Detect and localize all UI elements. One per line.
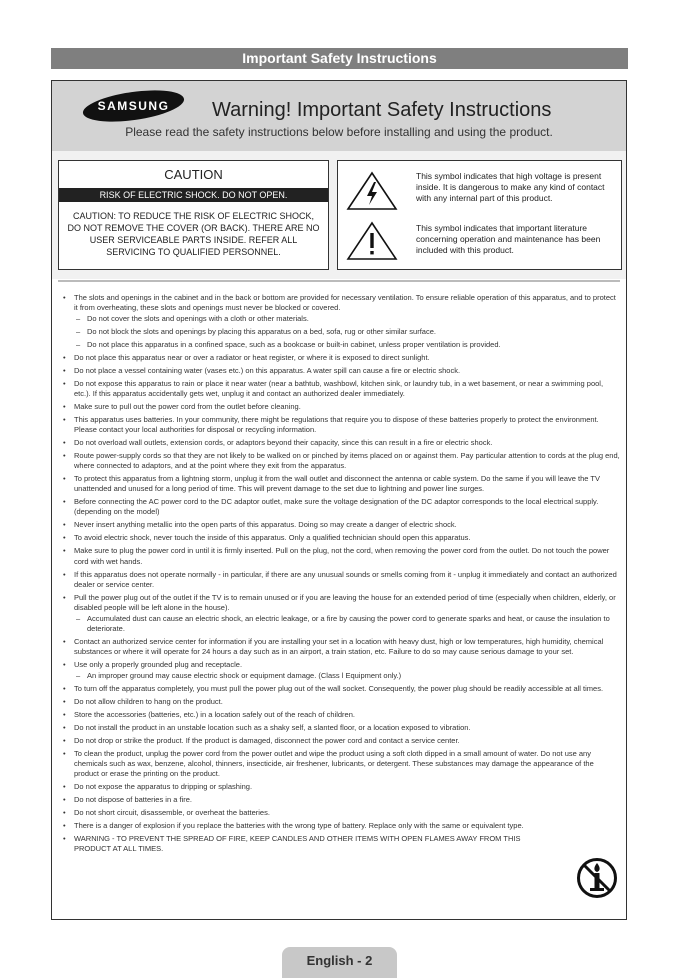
safety-bullet-text: Do not place this apparatus near or over a radiator or heat register, or where it is exposed to direct sunlight.	[74, 353, 430, 363]
safety-bullet	[62, 353, 620, 363]
safety-bullet-text: Use only a properly grounded plug and receptacle.	[74, 659, 243, 669]
safety-bullet-text: To turn off the apparatus completely, you must pull the power plug out of the wall socket. Consequently, the power plug should be readily accessible at all times.	[74, 684, 604, 694]
safety-sub-item: – An improper ground may cause electric shock or equipment damage. (Class l Equipment only.)	[74, 671, 620, 681]
safety-bullet	[62, 497, 620, 517]
safety-bullet	[62, 808, 620, 818]
safety-bullet	[62, 415, 620, 435]
safety-frame	[51, 80, 627, 920]
header-band	[52, 81, 626, 151]
page-number: English - 2	[306, 953, 373, 968]
safety-bullet-text: Route power-supply cords so that they are not likely to be walked on or pinched by items placed on or against them. Pay particular attention to cords at the plug end, where connected to adaptors, and at the point where they exit from the apparatus.	[74, 451, 620, 471]
safety-bullet-text: WARNING - TO PREVENT THE SPREAD OF FIRE, KEEP CANDLES AND OTHER ITEMS WITH OPEN FLAMES AWAY FROM THIS PRODUCT AT ALL TIMES.	[74, 834, 521, 854]
safety-bullet	[62, 697, 620, 707]
symbol-text-literature: This symbol indicates that important literature concerning operation and maintenance has been included with this product.	[416, 223, 601, 255]
exclamation-warning-icon	[346, 221, 398, 261]
safety-bullet	[62, 533, 620, 543]
safety-bullet-text: Do not drop or strike the product. If the product is damaged, disconnect the power cord and contact a service center.	[74, 735, 460, 745]
warning-subtitle: Please read the safety instructions below before installing and using the product.	[125, 125, 553, 139]
safety-bullet-text: Do not short circuit, disassemble, or overheat the batteries.	[74, 808, 270, 818]
safety-bullet	[62, 546, 620, 566]
safety-bullet-text: Do not dispose of batteries in a fire.	[74, 795, 192, 805]
safety-bullet	[62, 451, 620, 471]
safety-bullet-text: If this apparatus does not operate normally - in particular, if there are any unusual sounds or smells coming from it - unplug it immediately and contact an authorized dealer or service center.	[74, 569, 617, 589]
high-voltage-warning-icon	[346, 171, 398, 211]
safety-bullet-text: Make sure to plug the power cord in until it is firmly inserted. Pull on the plug, not the cord, when removing the power cord from the outlet. Do not touch the power cord with wet hands.	[74, 546, 610, 566]
safety-bullet-text: The slots and openings in the cabinet and in the back or bottom are provided for necessary ventilation. To ensure reliable operation of this apparatus, and to protect it from overheating, these slots and openings must never be blocked or covered.	[74, 293, 616, 313]
safety-bullet-text: To avoid electric shock, never touch the inside of this apparatus. Only a qualified technician should open this apparatus.	[74, 533, 471, 543]
safety-bullet-text: Do not allow children to hang on the product.	[74, 697, 223, 706]
safety-bullet	[62, 474, 620, 494]
safety-bullet	[62, 736, 620, 746]
safety-sub-item: – Accumulated dust can cause an electric shock, an electric leakage, or a fire by causing the power cord to generate sparks and heat, or cause the insulation to deteriorate.	[74, 614, 620, 634]
safety-bullet	[62, 293, 620, 350]
safety-sub-item: – Do not cover the slots and openings with a cloth or other materials.	[74, 314, 620, 324]
safety-bullet-text: To clean the product, unplug the power cord from the power outlet and wipe the product using a soft cloth dipped in a small amount of water. Do not use any chemicals such as wax, benzene, alcohol, thinners, insecticide, air freshener, lubricants, or detergent. These substances may damage the appearance of the product or erase the printing on the product.	[74, 748, 594, 779]
safety-bullet-text: To protect this apparatus from a lightning storm, unplug it from the wall outlet and disconnect the antenna or cable system. Do the same if you will leave the TV unattended and unused for a long period of time. This will prevent damage to the set due to lightning and power line surges.	[74, 474, 600, 494]
safety-bullet	[62, 782, 620, 792]
caution-bar: RISK OF ELECTRIC SHOCK. DO NOT OPEN.	[59, 188, 328, 202]
safety-bullet-text: Do not install the product in an unstable location such as a shaky self, a slanted floor, or a location exposed to vibration.	[74, 722, 471, 732]
safety-bullet	[62, 710, 620, 720]
safety-bullet	[62, 379, 620, 399]
safety-bullet	[62, 795, 620, 805]
safety-sub-list	[74, 614, 620, 634]
safety-sub-item: – Do not place this apparatus in a confined space, such as a bookcase or built-in cabinet, unless proper ventilation is provided.	[74, 340, 620, 350]
safety-bullet	[62, 821, 554, 831]
safety-bullet	[62, 402, 620, 412]
safety-bullet	[62, 593, 620, 634]
safety-bullet	[62, 570, 620, 590]
safety-bullet-text: Make sure to pull out the power cord from the outlet before cleaning.	[74, 402, 301, 412]
warning-title: Warning! Important Safety Instructions	[212, 99, 552, 121]
safety-bullet	[62, 366, 620, 376]
section-title: Important Safety Instructions	[242, 50, 437, 66]
caution-title: CAUTION	[164, 167, 223, 182]
safety-sub-list	[74, 314, 620, 350]
symbol-text-voltage: This symbol indicates that high voltage is present inside. It is dangerous to make any kind of contact with any internal part of this product.	[416, 171, 605, 203]
caution-box	[58, 160, 329, 270]
safety-bullet-text: Pull the power plug out of the outlet if the TV is to remain unused or if you are leaving the house for an extended period of time (especially when children, elderly, or disabled people will be left alone in the house).	[74, 592, 616, 612]
safety-bullet-text: Contact an authorized service center for information if you are installing your set in a location with heavy dust, high or low temperatures, high humidity, chemical substances or where it will operate for 24 hours a day such as in an airport, a train station, etc. Failure to do so may cause serious damage to your set.	[74, 636, 604, 656]
safety-bullet-text: Do not overload wall outlets, extension cords, or adaptors beyond their capacity, since this can result in a fire or electric shock.	[74, 438, 493, 448]
safety-sub-list	[74, 671, 620, 681]
page-number-tab	[282, 947, 397, 978]
safety-bullet-text: Do not expose the apparatus to dripping or splashing.	[74, 782, 253, 792]
safety-bullet	[62, 834, 554, 854]
safety-bullet-text: Never insert anything metallic into the open parts of this apparatus. Doing so may create a danger of electric shock.	[74, 520, 457, 530]
safety-bullet-text: Before connecting the AC power cord to the DC adaptor outlet, make sure the voltage designation of the DC adaptor corresponds to the local electrical supply. (depending on the model)	[74, 497, 599, 517]
safety-bullet-list	[62, 293, 620, 857]
safety-bullet	[62, 749, 620, 779]
divider	[58, 280, 620, 282]
symbol-box	[337, 160, 622, 270]
safety-bullet	[62, 637, 620, 657]
safety-bullet	[62, 660, 620, 681]
safety-bullet-text: There is a danger of explosion if you replace the batteries with the wrong type of battery. Replace only with the same or equivalent type.	[74, 821, 524, 831]
safety-bullet-text: Store the accessories (batteries, etc.) in a location safely out of the reach of children.	[74, 709, 355, 719]
samsung-logo	[82, 89, 185, 123]
safety-bullet	[62, 438, 620, 448]
safety-bullet-text: Do not expose this apparatus to rain or place it near water (near a bathtub, washbowl, kitchen sink, or laundry tub, in a wet basement, or near a swimming pool, etc.). If this apparatus accidentally gets wet, unplug it and contact an authorized dealer immediately.	[74, 379, 604, 399]
no-open-flame-icon	[576, 857, 618, 899]
caution-text: CAUTION: TO REDUCE THE RISK OF ELECTRIC SHOCK, DO NOT REMOVE THE COVER (OR BACK). THERE ARE NO USER SERVICEABLE PARTS INSIDE. REFER ALL SERVICING TO QUALIFIED PERSONNEL.	[67, 211, 320, 257]
safety-bullet-text: Do not place a vessel containing water (vases etc.) on this apparatus. A water spill can cause a fire or electric shock.	[74, 366, 461, 376]
safety-bullet-text: This apparatus uses batteries. In your community, there might be regulations that require you to dispose of these batteries properly to protect the environment. Please contact your local authorities for disposal or recycling information.	[74, 415, 599, 435]
safety-bullet	[62, 520, 620, 530]
section-title-bar	[51, 48, 628, 69]
safety-bullet	[62, 723, 620, 733]
safety-bullet	[62, 684, 620, 694]
safety-sub-item: – Do not block the slots and openings by placing this apparatus on a bed, sofa, rug or other similar surface.	[74, 327, 620, 337]
logo-text: SAMSUNG	[97, 99, 170, 113]
